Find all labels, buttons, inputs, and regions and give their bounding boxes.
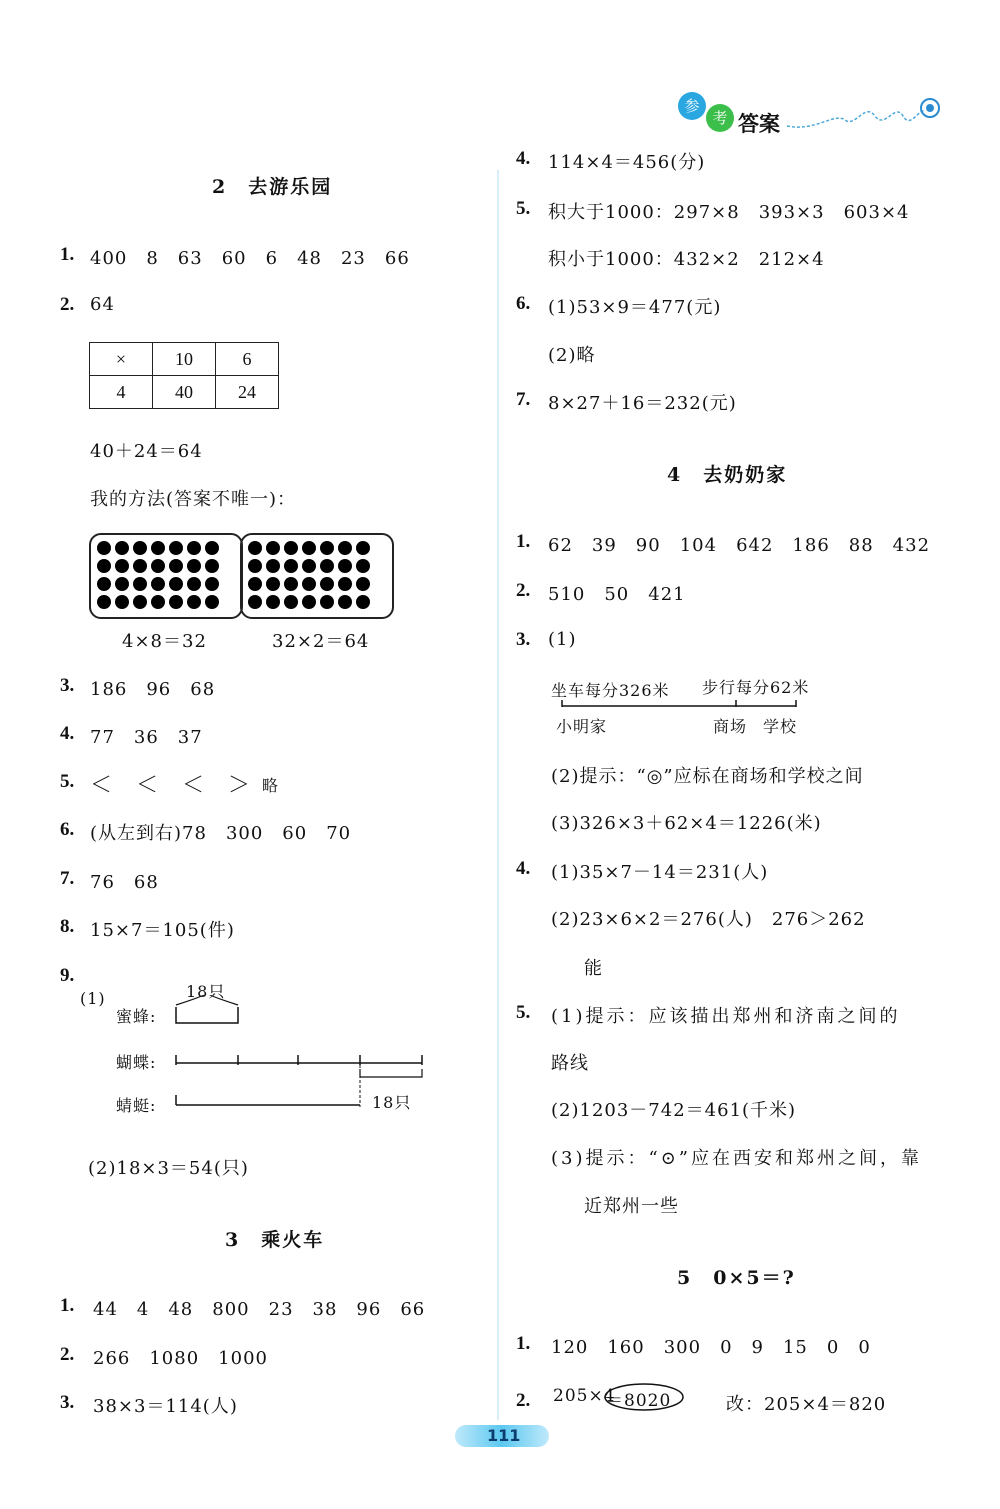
l-q5-num: 5. (60, 771, 75, 792)
table-cell: 4 (90, 376, 153, 409)
dot (97, 577, 111, 591)
l-q2-equation: 40＋24＝64 (90, 441, 203, 462)
dot (205, 541, 219, 555)
dot (302, 541, 316, 555)
dot (151, 541, 165, 555)
dot-row (97, 595, 235, 609)
dot (320, 541, 334, 555)
dot (133, 559, 147, 573)
header-char1-badge: 参 (678, 92, 706, 120)
dot (115, 559, 129, 573)
dot (187, 559, 201, 573)
s3-q1-text: 44 4 48 800 23 38 96 66 (93, 1299, 426, 1320)
route-seg1-label: 坐车每分326米 (551, 681, 670, 700)
dot (356, 559, 370, 573)
dot (248, 595, 262, 609)
l-q2-method: 我的方法(答案不唯一)： (90, 489, 297, 510)
s3-q3-text: 38×3＝114(人) (93, 1396, 238, 1417)
dot-group-right (240, 533, 394, 619)
dot (248, 559, 262, 573)
s4-q5-num: 5. (516, 1002, 531, 1023)
l-q5-extra: 略 (262, 776, 280, 795)
dot (338, 541, 352, 555)
s5-q1-text: 120 160 300 0 9 15 0 0 (551, 1337, 871, 1358)
place-school: 学校 (763, 717, 798, 736)
l-q2-num: 2. (60, 294, 75, 315)
s5-q2-wrong-b: ＝8020 (606, 1391, 672, 1411)
dot (338, 577, 352, 591)
dot (284, 595, 298, 609)
s4-q3-part1: (1) (548, 629, 577, 650)
dot (338, 595, 352, 609)
header-char2-badge: 考 (706, 104, 734, 132)
l-q1-num: 1. (60, 244, 75, 265)
header-decoration (785, 92, 950, 132)
dragonfly-label: 蜻蜓: (116, 1096, 157, 1115)
l-q9-part1: (1) (80, 989, 106, 1008)
dot (97, 541, 111, 555)
s4-q5-text1b: 路线 (551, 1053, 589, 1074)
dot (115, 541, 129, 555)
dot-row (97, 559, 235, 573)
dot (338, 559, 352, 573)
dots-right-equation: 32×2＝64 (272, 631, 370, 652)
dot (248, 577, 262, 591)
r-q6-text2: (2)略 (548, 345, 596, 366)
dot (284, 577, 298, 591)
s4-q3-part2: (2)提示：“◎”应标在商场和学校之间 (551, 766, 864, 787)
dot-row (97, 577, 235, 591)
dot (248, 541, 262, 555)
dot (284, 541, 298, 555)
dot (187, 577, 201, 591)
s4-q4-text1: (1)35×7－14＝231(人) (551, 862, 769, 883)
dot (133, 595, 147, 609)
s4-q2-text: 510 50 421 (548, 584, 686, 605)
s4-q3-num: 3. (516, 629, 531, 650)
dot (187, 541, 201, 555)
s4-q3-part3: (3)326×3＋62×4＝1226(米) (551, 813, 822, 834)
dot (320, 595, 334, 609)
l-q4-text: 77 36 37 (90, 727, 203, 748)
route-seg2-label: 步行每分62米 (702, 678, 810, 697)
dot-row (248, 559, 386, 573)
error-circle-mark (602, 1380, 686, 1414)
dot (266, 559, 280, 573)
s4-q5-text1: (1)提示：应该描出郑州和济南之间的 (551, 1006, 901, 1027)
dot (151, 595, 165, 609)
dot (302, 559, 316, 573)
dot (320, 559, 334, 573)
l-q1-text: 400 8 63 60 6 48 23 66 (90, 248, 410, 269)
s4-q5-text3b: 近郑州一些 (584, 1196, 679, 1217)
dot (169, 577, 183, 591)
dot (133, 541, 147, 555)
dot (169, 541, 183, 555)
column-divider (497, 170, 499, 1420)
r-q6-num: 6. (516, 293, 531, 314)
section-5-title: 5 0×5＝? (677, 1267, 796, 1289)
dragonfly-count-label: 18只 (372, 1093, 412, 1112)
dot-row (97, 541, 235, 555)
r-q4-text: 114×4＝456(分) (548, 152, 706, 173)
dot (205, 595, 219, 609)
table-cell: 10 (153, 343, 216, 376)
dot (356, 595, 370, 609)
l-q3-num: 3. (60, 675, 75, 696)
dot-row (248, 541, 386, 555)
dot (97, 559, 111, 573)
l-q3-text: 186 96 68 (90, 679, 216, 700)
s4-q4-num: 4. (516, 858, 531, 879)
dot (169, 559, 183, 573)
bee-count-label: 18只 (186, 982, 226, 1001)
l-q2-text: 64 (90, 294, 115, 315)
header-title: 答案 (738, 112, 780, 136)
l-q9-num: 9. (60, 965, 75, 986)
dots-left-equation: 4×8＝32 (122, 631, 207, 652)
s4-q1-text: 62 39 90 104 642 186 88 432 (548, 535, 931, 556)
s5-q2-wrong-a: 205×4 (553, 1386, 616, 1406)
dot-row (248, 577, 386, 591)
s3-q1-num: 1. (60, 1295, 75, 1316)
r-q7-text: 8×27＋16＝232(元) (548, 393, 737, 414)
dot (266, 595, 280, 609)
s4-q1-num: 1. (516, 531, 531, 552)
line-diagram-insects (170, 995, 435, 1110)
l-q6-num: 6. (60, 819, 75, 840)
s5-q2-num: 2. (516, 1390, 531, 1411)
r-q5-text1: 积大于1000：297×8 393×3 603×4 (548, 202, 910, 223)
s4-q4-text2: (2)23×6×2＝276(人) 276＞262 (551, 909, 866, 930)
dot-row (248, 595, 386, 609)
l-q8-num: 8. (60, 916, 75, 937)
dot (97, 595, 111, 609)
dot (302, 595, 316, 609)
s4-q2-num: 2. (516, 580, 531, 601)
table-cell: 6 (216, 343, 279, 376)
s5-q1-num: 1. (516, 1333, 531, 1354)
place-mall: 商场 (713, 717, 748, 736)
s3-q2-text: 266 1080 1000 (93, 1348, 268, 1369)
s4-q5-text3: (3)提示：“⊙”应在西安和郑州之间，靠 (551, 1148, 922, 1169)
r-q5-text2: 积小于1000：432×2 212×4 (548, 249, 825, 270)
s4-q5-text2: (2)1203－742＝461(千米) (551, 1100, 797, 1121)
l-q7-num: 7. (60, 868, 75, 889)
dot (356, 577, 370, 591)
s4-q4-text3: 能 (584, 958, 603, 979)
place-xiaoming-home: 小明家 (556, 717, 608, 736)
dot (284, 559, 298, 573)
dot (115, 577, 129, 591)
r-q5-num: 5. (516, 198, 531, 219)
dot (169, 595, 183, 609)
s5-q2-fix: 改：205×4＝820 (726, 1394, 887, 1415)
dot (187, 595, 201, 609)
dot (151, 559, 165, 573)
l-q9-part2: (2)18×3＝54(只) (88, 1158, 249, 1179)
butterfly-label: 蝴蝶: (116, 1053, 157, 1072)
bee-label: 蜜蜂: (116, 1007, 157, 1026)
r-q7-num: 7. (516, 389, 531, 410)
s3-q2-num: 2. (60, 1344, 75, 1365)
l-q4-num: 4. (60, 723, 75, 744)
l-q7-text: 76 68 (90, 872, 159, 893)
dot (151, 577, 165, 591)
dot (266, 577, 280, 591)
s3-q3-num: 3. (60, 1392, 75, 1413)
section-4-title: 4 去奶奶家 (667, 464, 788, 486)
l-q6-text: (从左到右)78 300 60 70 (90, 823, 352, 844)
dot (302, 577, 316, 591)
dot (205, 559, 219, 573)
r-q6-text1: (1)53×9＝477(元) (548, 297, 722, 318)
page-number: 111 (487, 1426, 521, 1445)
multiplication-table (89, 342, 279, 409)
dot (115, 595, 129, 609)
dot (266, 541, 280, 555)
dot (133, 577, 147, 591)
section-3-title: 3 乘火车 (225, 1229, 325, 1251)
dot (356, 541, 370, 555)
dot (320, 577, 334, 591)
section-2-title: 2 去游乐园 (212, 176, 333, 198)
table-cell: × (90, 343, 153, 376)
table-cell: 40 (153, 376, 216, 409)
l-q8-text: 15×7＝105(件) (90, 920, 235, 941)
route-line-diagram (560, 698, 800, 714)
r-q4-num: 4. (516, 148, 531, 169)
dot (205, 577, 219, 591)
l-q5-text: ＜ ＜ ＜ ＞ (90, 773, 252, 798)
dot-group-left (89, 533, 243, 619)
table-cell: 24 (216, 376, 279, 409)
